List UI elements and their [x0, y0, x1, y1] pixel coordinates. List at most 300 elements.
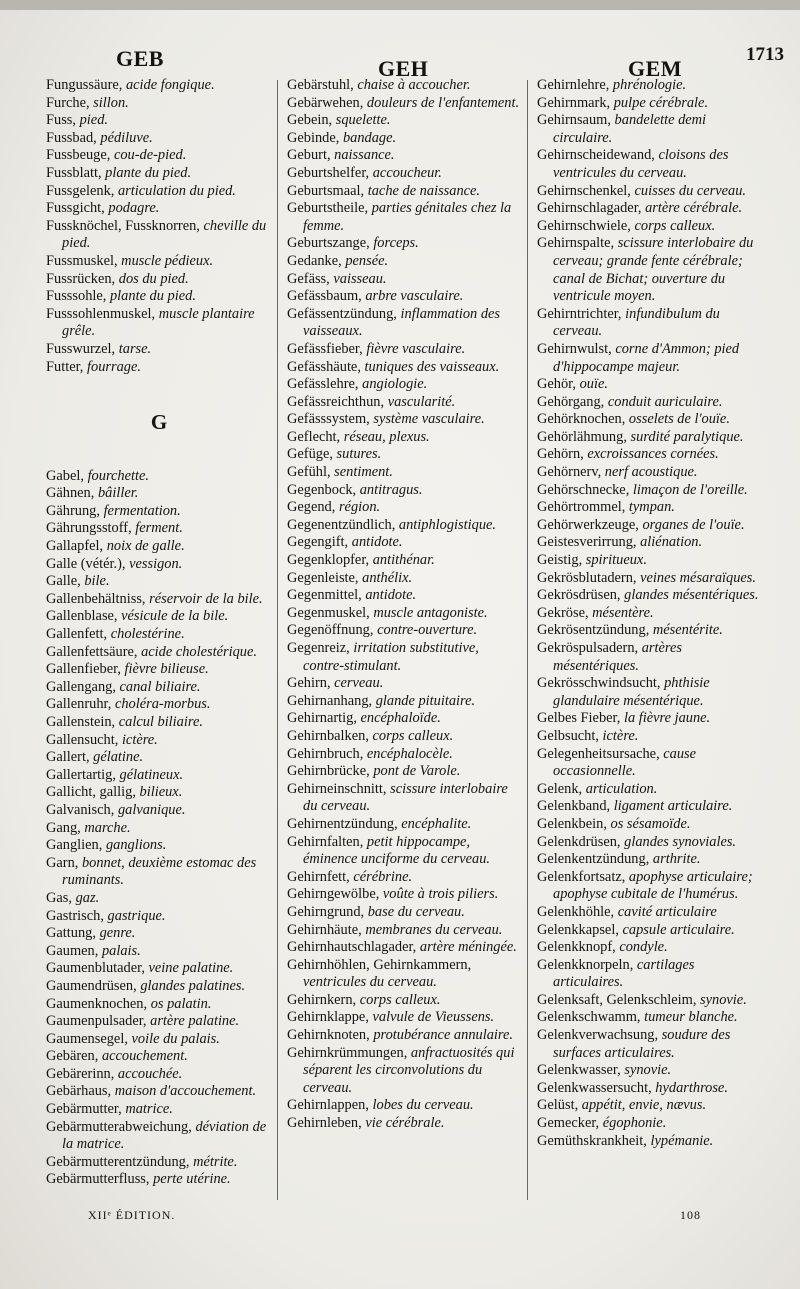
definition: encéphaloïde.: [360, 710, 441, 727]
headword: Gemecker,: [537, 1115, 603, 1132]
definition: corps calleux.: [359, 991, 441, 1008]
headword: Gelenkschwamm,: [537, 1009, 645, 1026]
headword: Fussgicht,: [46, 200, 109, 217]
definition: encéphalocèle.: [366, 745, 453, 762]
definition: contre-ouverture.: [377, 622, 478, 639]
dictionary-entry: [287, 376, 521, 394]
scan-top-edge: [0, 0, 800, 10]
definition: capsule articulaire.: [622, 921, 735, 938]
definition: sentiment.: [334, 464, 393, 481]
definition: système vasculaire.: [373, 411, 485, 428]
headword: Fungussäure,: [46, 77, 126, 93]
dictionary-entry: [46, 1066, 272, 1084]
headword: Gehirnwulst,: [537, 340, 616, 357]
headword: Gefühl,: [287, 464, 335, 481]
definition: ouïe.: [579, 376, 608, 393]
headword: Gehirnanhang,: [287, 692, 376, 709]
dictionary-entry: [287, 411, 521, 429]
dictionary-entry: [287, 394, 521, 412]
headword: Gehirn,: [287, 675, 335, 692]
definition: scissure interlobaire du cerveau; grande fente cérébrale; canal de Bichat; ouverture du ventricule moyen.: [553, 235, 754, 305]
definition: articulation du pied.: [117, 182, 236, 199]
headword: Gallert,: [46, 749, 94, 766]
headword: Gelüst,: [537, 1097, 582, 1114]
headword: Gehirnsaum,: [537, 112, 615, 129]
headword: Gefässentzündung,: [287, 305, 401, 322]
definition: inflammation des vaisseaux.: [303, 305, 501, 340]
headword: Gattung,: [46, 925, 100, 942]
headword: Geistesverirrung,: [537, 534, 641, 551]
headword: Gelbes Fieber,: [537, 710, 624, 727]
dictionary-entry: [287, 499, 521, 517]
dictionary-entry: [46, 485, 272, 503]
headword: Gallicht, gallig,: [46, 784, 140, 801]
headword: Gegenreiz,: [287, 640, 354, 656]
definition: déviation de la matrice.: [62, 1118, 267, 1153]
definition: muscle pédieux.: [121, 252, 214, 269]
headword: Gebärwehen,: [287, 94, 367, 111]
definition: bandage.: [342, 129, 397, 146]
headword: Gelenkkapsel,: [537, 921, 623, 938]
headword: Gegenbock,: [287, 481, 360, 498]
headword: Gallenfieber,: [46, 661, 125, 678]
dictionary-entry: [537, 622, 765, 640]
headword: Gelenkband,: [537, 798, 614, 815]
dictionary-entry: [287, 429, 521, 447]
headword: Gehirnscheidewand,: [537, 147, 659, 164]
dictionary-entry: [287, 200, 521, 235]
dictionary-entry: [46, 978, 272, 996]
headword: Fussgelenk,: [46, 182, 118, 199]
definition: os palatin.: [150, 995, 212, 1012]
dictionary-entry: [46, 749, 272, 767]
dictionary-entry: [287, 904, 521, 922]
dictionary-entry: [537, 1080, 765, 1098]
headword: Gefässfieber,: [287, 340, 367, 357]
headword: Fusssohlenmuskel,: [46, 305, 159, 322]
headword: Gegenöffnung,: [287, 622, 378, 639]
dictionary-entry: [537, 992, 765, 1010]
dictionary-entry: [537, 112, 765, 147]
headword: Gebärmutterfluss,: [46, 1171, 154, 1188]
definition: phrénologie.: [612, 77, 687, 93]
definition: corps calleux.: [372, 727, 454, 744]
definition: antitragus.: [359, 481, 423, 498]
dictionary-entry: [287, 675, 521, 693]
definition: vascularité.: [387, 393, 456, 410]
dictionary-entry: [287, 359, 521, 377]
definition: os sésamoïde.: [610, 815, 691, 832]
column-rule-left: [277, 80, 278, 1200]
headword: Gebärmutterabweichung,: [46, 1118, 196, 1135]
dictionary-entry: [46, 626, 272, 644]
dictionary-entry: [46, 908, 272, 926]
dictionary-entry: [537, 411, 765, 429]
definition: bonnet, deuxième estomac des ruminants.: [62, 854, 257, 889]
definition: acide fongique.: [125, 77, 215, 93]
dictionary-entry: [287, 570, 521, 588]
definition: infundibulum du cerveau.: [553, 305, 720, 340]
definition: tumeur blanche.: [644, 1009, 738, 1026]
headword: Gefäss,: [287, 270, 334, 287]
headword: Gallenblase,: [46, 608, 122, 625]
dictionary-entry: [46, 520, 272, 538]
definition: voûte à trois piliers.: [382, 886, 499, 903]
definition: naissance.: [334, 147, 395, 164]
dictionary-entry: [287, 710, 521, 728]
headword: Geburtszange,: [287, 235, 374, 252]
definition: cause occasionnelle.: [553, 745, 697, 780]
dictionary-entry: [46, 1101, 272, 1119]
dictionary-entry: [46, 996, 272, 1014]
dictionary-entry: [287, 253, 521, 271]
headword: Geburtstheile,: [287, 200, 372, 217]
dictionary-entry: [287, 552, 521, 570]
definition: accouchée.: [117, 1065, 183, 1082]
column-center: [287, 77, 521, 1133]
column-rule-right: [527, 80, 528, 1200]
headword: Gährung,: [46, 502, 104, 519]
dictionary-entry: [46, 732, 272, 750]
dictionary-entry: [537, 218, 765, 236]
dictionary-entry: [46, 855, 272, 890]
headword: Gehirnleben,: [287, 1115, 366, 1132]
headword: Gehirnknoten,: [287, 1027, 374, 1044]
page-number: 1713: [746, 44, 784, 65]
definition: surdité paralytique.: [630, 428, 744, 445]
dictionary-entry: [287, 816, 521, 834]
headword: Gebärhaus,: [46, 1083, 115, 1100]
headword: Gehörnerv,: [537, 464, 605, 481]
dictionary-entry: [537, 939, 765, 957]
dictionary-entry: [537, 1133, 765, 1151]
headword: Gähnen,: [46, 485, 98, 502]
definition: ictère.: [602, 727, 639, 744]
definition: forceps.: [373, 235, 419, 252]
definition: antiphlogistique.: [398, 516, 497, 533]
edition-footer: XIIᵉ ÉDITION.: [88, 1208, 176, 1222]
dictionary-entry: [287, 605, 521, 623]
definition: valvule de Vieussens.: [372, 1009, 495, 1026]
definition: muscle plantaire grêle.: [62, 305, 255, 340]
headword: Gegenklopfer,: [287, 552, 373, 569]
headword: Gefässbaum,: [287, 288, 366, 305]
dictionary-entry: [537, 341, 765, 376]
definition: vie cérébrale.: [365, 1115, 445, 1132]
definition: mésentère.: [592, 604, 654, 621]
definition: marche.: [84, 819, 131, 836]
dictionary-entry: [537, 1097, 765, 1115]
dictionary-entry: [287, 130, 521, 148]
dictionary-entry: [46, 1154, 272, 1172]
headword: Gehirnentzündung,: [287, 815, 402, 832]
headword: Galle,: [46, 573, 85, 590]
headword: Gehirnklappe,: [287, 1009, 373, 1026]
headword: Fussblatt,: [46, 164, 106, 181]
headword: Geistig,: [537, 552, 586, 569]
definition: conduit auriculaire.: [607, 393, 723, 410]
definition: galvanique.: [117, 801, 186, 818]
dictionary-entry: [537, 482, 765, 500]
definition: voile du palais.: [131, 1030, 220, 1047]
dictionary-entry: [537, 376, 765, 394]
dictionary-entry: [46, 679, 272, 697]
headword: Gehörlähmung,: [537, 428, 631, 445]
dictionary-entry: [287, 622, 521, 640]
headword: Galvanisch,: [46, 801, 118, 818]
dictionary-entry: [287, 482, 521, 500]
headword: Furche,: [46, 94, 94, 111]
headword: Gelegenheitsursache,: [537, 745, 664, 762]
definition: appétit, envie, nævus.: [581, 1097, 707, 1114]
definition: fermentation.: [103, 502, 181, 519]
definition: anfractuosités qui séparent les circonvolutions du cerveau.: [303, 1044, 515, 1096]
definition: accouchement.: [101, 1048, 188, 1065]
dictionary-entry: [46, 714, 272, 732]
definition: lobes du cerveau.: [372, 1097, 474, 1114]
headword: Gaumen,: [46, 942, 102, 959]
definition: plante du pied.: [105, 164, 192, 181]
headword: Gelenkwasser,: [537, 1062, 625, 1079]
definition: encéphalite.: [401, 815, 472, 832]
dictionary-entry: [46, 359, 272, 377]
definition: réseau, plexus.: [343, 428, 430, 445]
headword: Gaumensegel,: [46, 1030, 132, 1047]
headword: Gemüthskrankheit,: [537, 1132, 651, 1149]
headword: Gehirnhautschlagader,: [287, 939, 420, 956]
headword: Gehirngrund,: [287, 903, 368, 920]
definition: parties génitales chez la femme.: [303, 200, 512, 234]
headword: Gefässsystem,: [287, 411, 374, 428]
headword: Ganglien,: [46, 837, 106, 854]
definition: aliénation.: [640, 534, 703, 551]
dictionary-entry: [46, 960, 272, 978]
headword: Gebärmutter,: [46, 1101, 126, 1118]
headword: Futter,: [46, 358, 87, 375]
definition: vessigon.: [129, 555, 183, 572]
headword: Gelenkfortsatz,: [537, 868, 629, 885]
definition: noix de galle.: [106, 538, 185, 555]
definition: tympan.: [628, 499, 675, 516]
dictionary-entry: [537, 95, 765, 113]
dictionary-entry: [287, 939, 521, 957]
dictionary-entry: [537, 429, 765, 447]
dictionary-entry: [537, 464, 765, 482]
definition: la fièvre jaune.: [623, 710, 711, 727]
definition: pied.: [79, 112, 108, 129]
dictionary-entry: [287, 834, 521, 869]
column-left: [46, 77, 272, 1189]
dictionary-entry: [537, 183, 765, 201]
dictionary-entry: [46, 661, 272, 679]
headword: Gehirnkrümmungen,: [287, 1044, 411, 1061]
dictionary-entry: [537, 1115, 765, 1133]
headword: Gehirnmark,: [537, 94, 614, 111]
definition: osselets de l'ouïe.: [628, 411, 730, 428]
dictionary-entry: [287, 147, 521, 165]
definition: tarse.: [118, 340, 152, 357]
definition: ventricules du cerveau.: [303, 974, 437, 991]
headword: Gedanke,: [287, 252, 346, 269]
definition: vaisseau.: [333, 270, 387, 287]
headword: Gehirngewölbe,: [287, 886, 383, 903]
section-letter: G: [150, 410, 168, 435]
definition: vésicule de la bile.: [121, 608, 229, 625]
headword: Geburt,: [287, 147, 335, 164]
dictionary-entry: [287, 1115, 521, 1133]
definition: accoucheur.: [372, 164, 442, 181]
definition: fièvre vasculaire.: [366, 340, 466, 357]
definition: limaçon de l'oreille.: [632, 481, 748, 498]
dictionary-entry: [287, 534, 521, 552]
definition: matrice.: [125, 1101, 173, 1118]
headword: Gaumenknochen,: [46, 995, 151, 1012]
dictionary-entry: [537, 781, 765, 799]
definition: bâiller.: [97, 485, 139, 502]
headword: Gehörn,: [537, 446, 588, 463]
dictionary-entry: [46, 112, 272, 130]
headword: Gelenkhöhle,: [537, 903, 618, 920]
definition: anthélix.: [362, 569, 413, 586]
dictionary-entry: [46, 165, 272, 183]
dictionary-entry: [46, 1031, 272, 1049]
definition: cavité articulaire: [617, 903, 717, 920]
dictionary-entry: [46, 341, 272, 359]
dictionary-entry: [287, 869, 521, 887]
definition: apophyse articulaire; apophyse cubitale de l'humérus.: [553, 868, 753, 903]
headword: Gebinde,: [287, 129, 343, 146]
dictionary-entry: [287, 341, 521, 359]
headword: Gallensucht,: [46, 731, 122, 748]
headword: Gallertartig,: [46, 766, 120, 783]
definition: antidote.: [351, 534, 403, 551]
headword: Gallenfett,: [46, 626, 111, 643]
headword: Gehörtrommel,: [537, 499, 629, 516]
definition: calcul biliaire.: [118, 714, 203, 730]
dictionary-entry: [287, 183, 521, 201]
dictionary-entry: [287, 746, 521, 764]
dictionary-entry: [287, 517, 521, 535]
dictionary-entry: [46, 802, 272, 820]
dictionary-entry: [537, 904, 765, 922]
dictionary-entry: [46, 943, 272, 961]
headword: Gallengang,: [46, 678, 120, 695]
definition: base du cerveau.: [367, 903, 465, 920]
headword: Gegenleiste,: [287, 569, 363, 586]
dictionary-entry: [537, 1009, 765, 1027]
dictionary-entry: [287, 165, 521, 183]
dictionary-entry: [46, 200, 272, 218]
definition: arbre vasculaire.: [365, 288, 464, 305]
definition: soudure des surfaces articulaires.: [553, 1027, 731, 1061]
definition: cuisses du cerveau.: [634, 182, 747, 199]
definition: pulpe cérébrale.: [613, 94, 709, 111]
headword: Gastrisch,: [46, 907, 108, 924]
dictionary-entry: [46, 837, 272, 855]
signature-mark: 108: [680, 1208, 701, 1222]
headword: Gelenkknorpeln,: [537, 956, 637, 973]
dictionary-entry: [537, 570, 765, 588]
definition: cholestérine.: [110, 626, 185, 643]
definition: membranes du cerveau.: [365, 921, 503, 938]
definition: cloisons des ventricules du cerveau.: [553, 147, 729, 181]
dictionary-entry: [46, 95, 272, 113]
headword: Gaumenblutader,: [46, 960, 149, 977]
dictionary-entry: [46, 573, 272, 591]
dictionary-entry: [46, 556, 272, 574]
headword: Gallapfel,: [46, 538, 107, 555]
headword: Gegenmittel,: [287, 587, 366, 604]
headword: Gebärerinn,: [46, 1065, 118, 1082]
headword: Gekröspulsadern,: [537, 640, 642, 656]
dictionary-entry: [537, 957, 765, 992]
definition: réservoir de la bile.: [149, 590, 263, 607]
headword: Gehirneinschnitt,: [287, 780, 391, 797]
definition: tuniques des vaisseaux.: [364, 358, 500, 375]
headword: Gehörknochen,: [537, 411, 629, 428]
headword: Gehirnartig,: [287, 710, 361, 727]
definition: petit hippocampe, éminence unciforme du cerveau.: [303, 833, 491, 868]
headword: Gallenbehältniss,: [46, 590, 150, 607]
dictionary-entry: [287, 886, 521, 904]
dictionary-entry: [46, 1048, 272, 1066]
definition: glandes synoviales.: [624, 833, 737, 850]
definition: nerf acoustique.: [604, 464, 698, 481]
headword: Gehirnschwiele,: [537, 217, 635, 234]
dictionary-entry: [287, 992, 521, 1010]
definition: fourrage.: [87, 358, 141, 375]
dictionary-entry: [537, 640, 765, 675]
definition: arthrite.: [652, 851, 701, 868]
definition: sillon.: [93, 94, 129, 111]
dictionary-entry: [46, 820, 272, 838]
dictionary-entry: [46, 890, 272, 908]
headword: Gehirnschenkel,: [537, 182, 635, 199]
dictionary-entry: [46, 503, 272, 521]
definition: cou-de-pied.: [113, 147, 187, 164]
definition: pédiluve.: [100, 129, 153, 146]
headword: Gefüge,: [287, 446, 337, 463]
definition: artères mésentériques.: [553, 640, 682, 674]
dictionary-entry: [537, 587, 765, 605]
dictionary-entry: [287, 95, 521, 113]
dictionary-entry: [537, 499, 765, 517]
headword: Gährungsstoff,: [46, 520, 136, 537]
headword: Fusssohle,: [46, 288, 110, 305]
headword: Gas,: [46, 889, 76, 906]
dictionary-entry: [287, 763, 521, 781]
headword: Gelenkknopf,: [537, 939, 620, 956]
headword: Gelenkbein,: [537, 815, 611, 832]
headword: Gebärmutterentzündung,: [46, 1153, 194, 1170]
definition: artère cérébrale.: [645, 200, 743, 217]
running-head-left: GEB: [116, 46, 164, 71]
headword: Gegend,: [287, 499, 339, 516]
dictionary-entry: [537, 605, 765, 623]
definition: métrite.: [193, 1153, 238, 1170]
dictionary-entry: [287, 587, 521, 605]
definition: muscle antagoniste.: [373, 604, 488, 621]
headword: Gefässlehre,: [287, 376, 363, 393]
running-head-right: GEM: [628, 56, 683, 81]
headword: Fussrücken,: [46, 270, 119, 287]
dictionary-entry: [46, 1119, 272, 1154]
dictionary-entry: [537, 851, 765, 869]
dictionary-entry: [287, 112, 521, 130]
definition: dos du pied.: [118, 270, 189, 287]
headword: Fussmuskel,: [46, 252, 122, 269]
definition: fièvre bilieuse.: [124, 661, 209, 678]
